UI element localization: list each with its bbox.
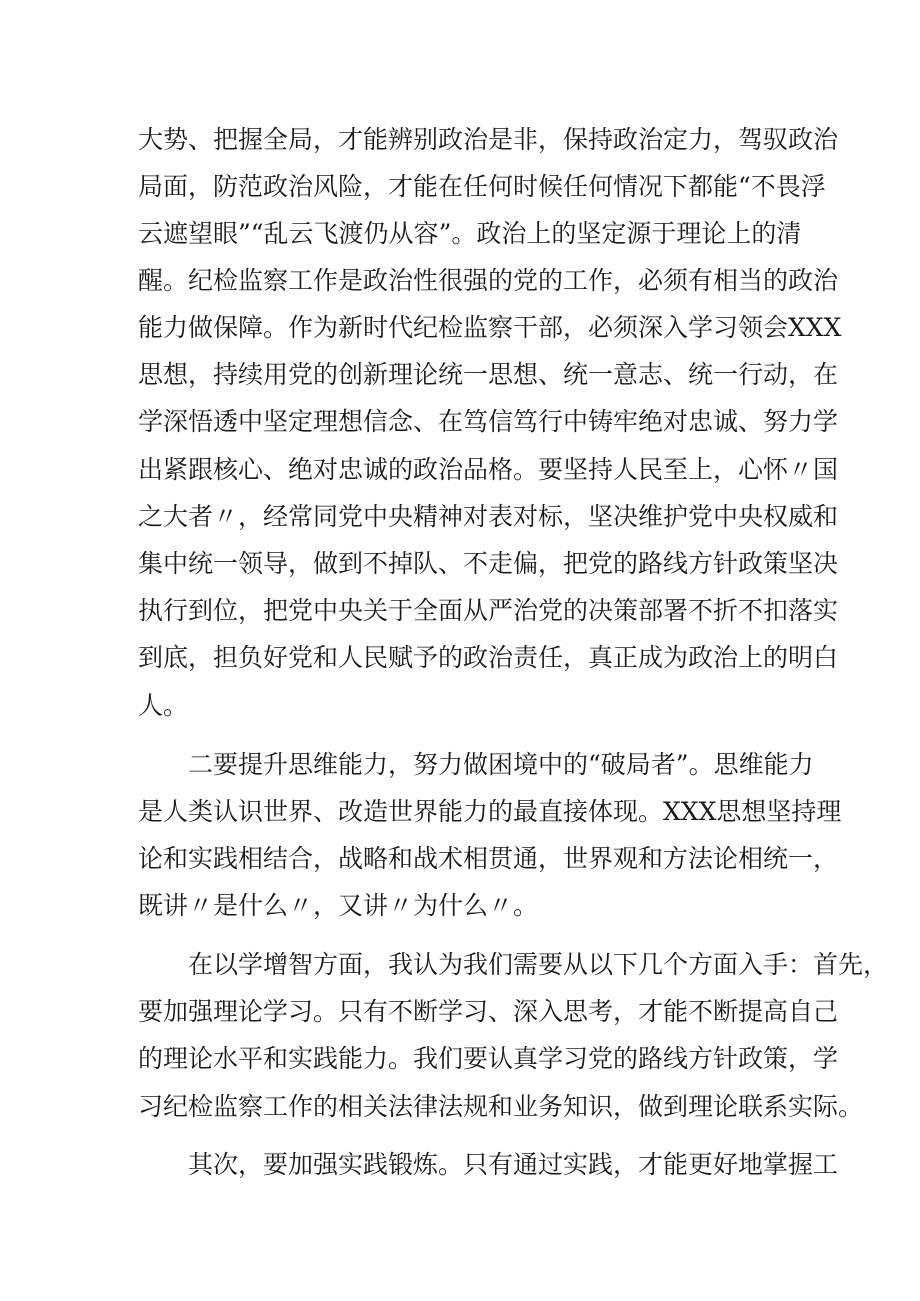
text-line: 出紧跟核心、绝对忠诚的政治品格。要坚持人民至上，心怀〃国: [138, 455, 839, 484]
text-line: 其次，要加强实践锻炼。只有通过实践，才能更好地掌握工: [188, 1150, 839, 1179]
text-line: 集中统一领导，做到不掉队、不走偏，把党的路线方针政策坚决: [138, 549, 839, 578]
text-line: 习纪检监察工作的相关法律法规和业务知识，做到理论联系实际。: [138, 1092, 864, 1121]
text-line: 二要提升思维能力，努力做困境中的“破局者”。思维能力: [188, 750, 814, 779]
text-line: 的理论水平和实践能力。我们要认真学习党的路线方针政策，学: [138, 1044, 839, 1073]
text-line: 要加强理论学习。只有不断学习、深入思考，才能不断提高自己: [138, 997, 839, 1026]
text-line: 学深悟透中坚定理想信念、在笃信笃行中铸牢绝对忠诚、努力学: [138, 407, 839, 436]
text-line: 既讲〃是什么〃，又讲〃为什么〃。: [138, 891, 539, 920]
text-line: 人。: [138, 691, 189, 720]
text-line: 能力做保障。作为新时代纪检监察干部，必须深入学习领会XXX: [138, 313, 842, 342]
text-line: 论和实践相结合，战略和战术相贯通，世界观和方法论相统一，: [138, 844, 839, 873]
text-line: 在以学增智方面，我认为我们需要从以下几个方面入手：首先，: [188, 950, 889, 979]
text-line: 醒。纪检监察工作是政治性很强的党的工作，必须有相当的政治: [138, 266, 839, 295]
text-line: 大势、把握全局，才能辨别政治是非，保持政治定力，驾驭政治: [138, 125, 839, 154]
text-line: 之大者〃，经常同党中央精神对表对标，坚决维护党中央权威和: [138, 502, 839, 531]
text-line: 到底，担负好党和人民赋予的政治责任，真正成为政治上的明白: [138, 643, 839, 672]
text-line: 思想，持续用党的创新理论统一思想、统一意志、统一行动，在: [138, 360, 839, 389]
text-line: 是人类认识世界、改造世界能力的最直接体现。XXX思想坚持理: [138, 797, 842, 826]
text-line: 局面，防范政治风险，才能在任何时候任何情况下都能“不畏浮: [138, 172, 826, 201]
text-line: 云遮望眼”“乱云飞渡仍从容”。政治上的坚定源于理论上的清: [138, 219, 802, 248]
text-line: 执行到位，把党中央关于全面从严治党的决策部署不折不扣落实: [138, 596, 839, 625]
